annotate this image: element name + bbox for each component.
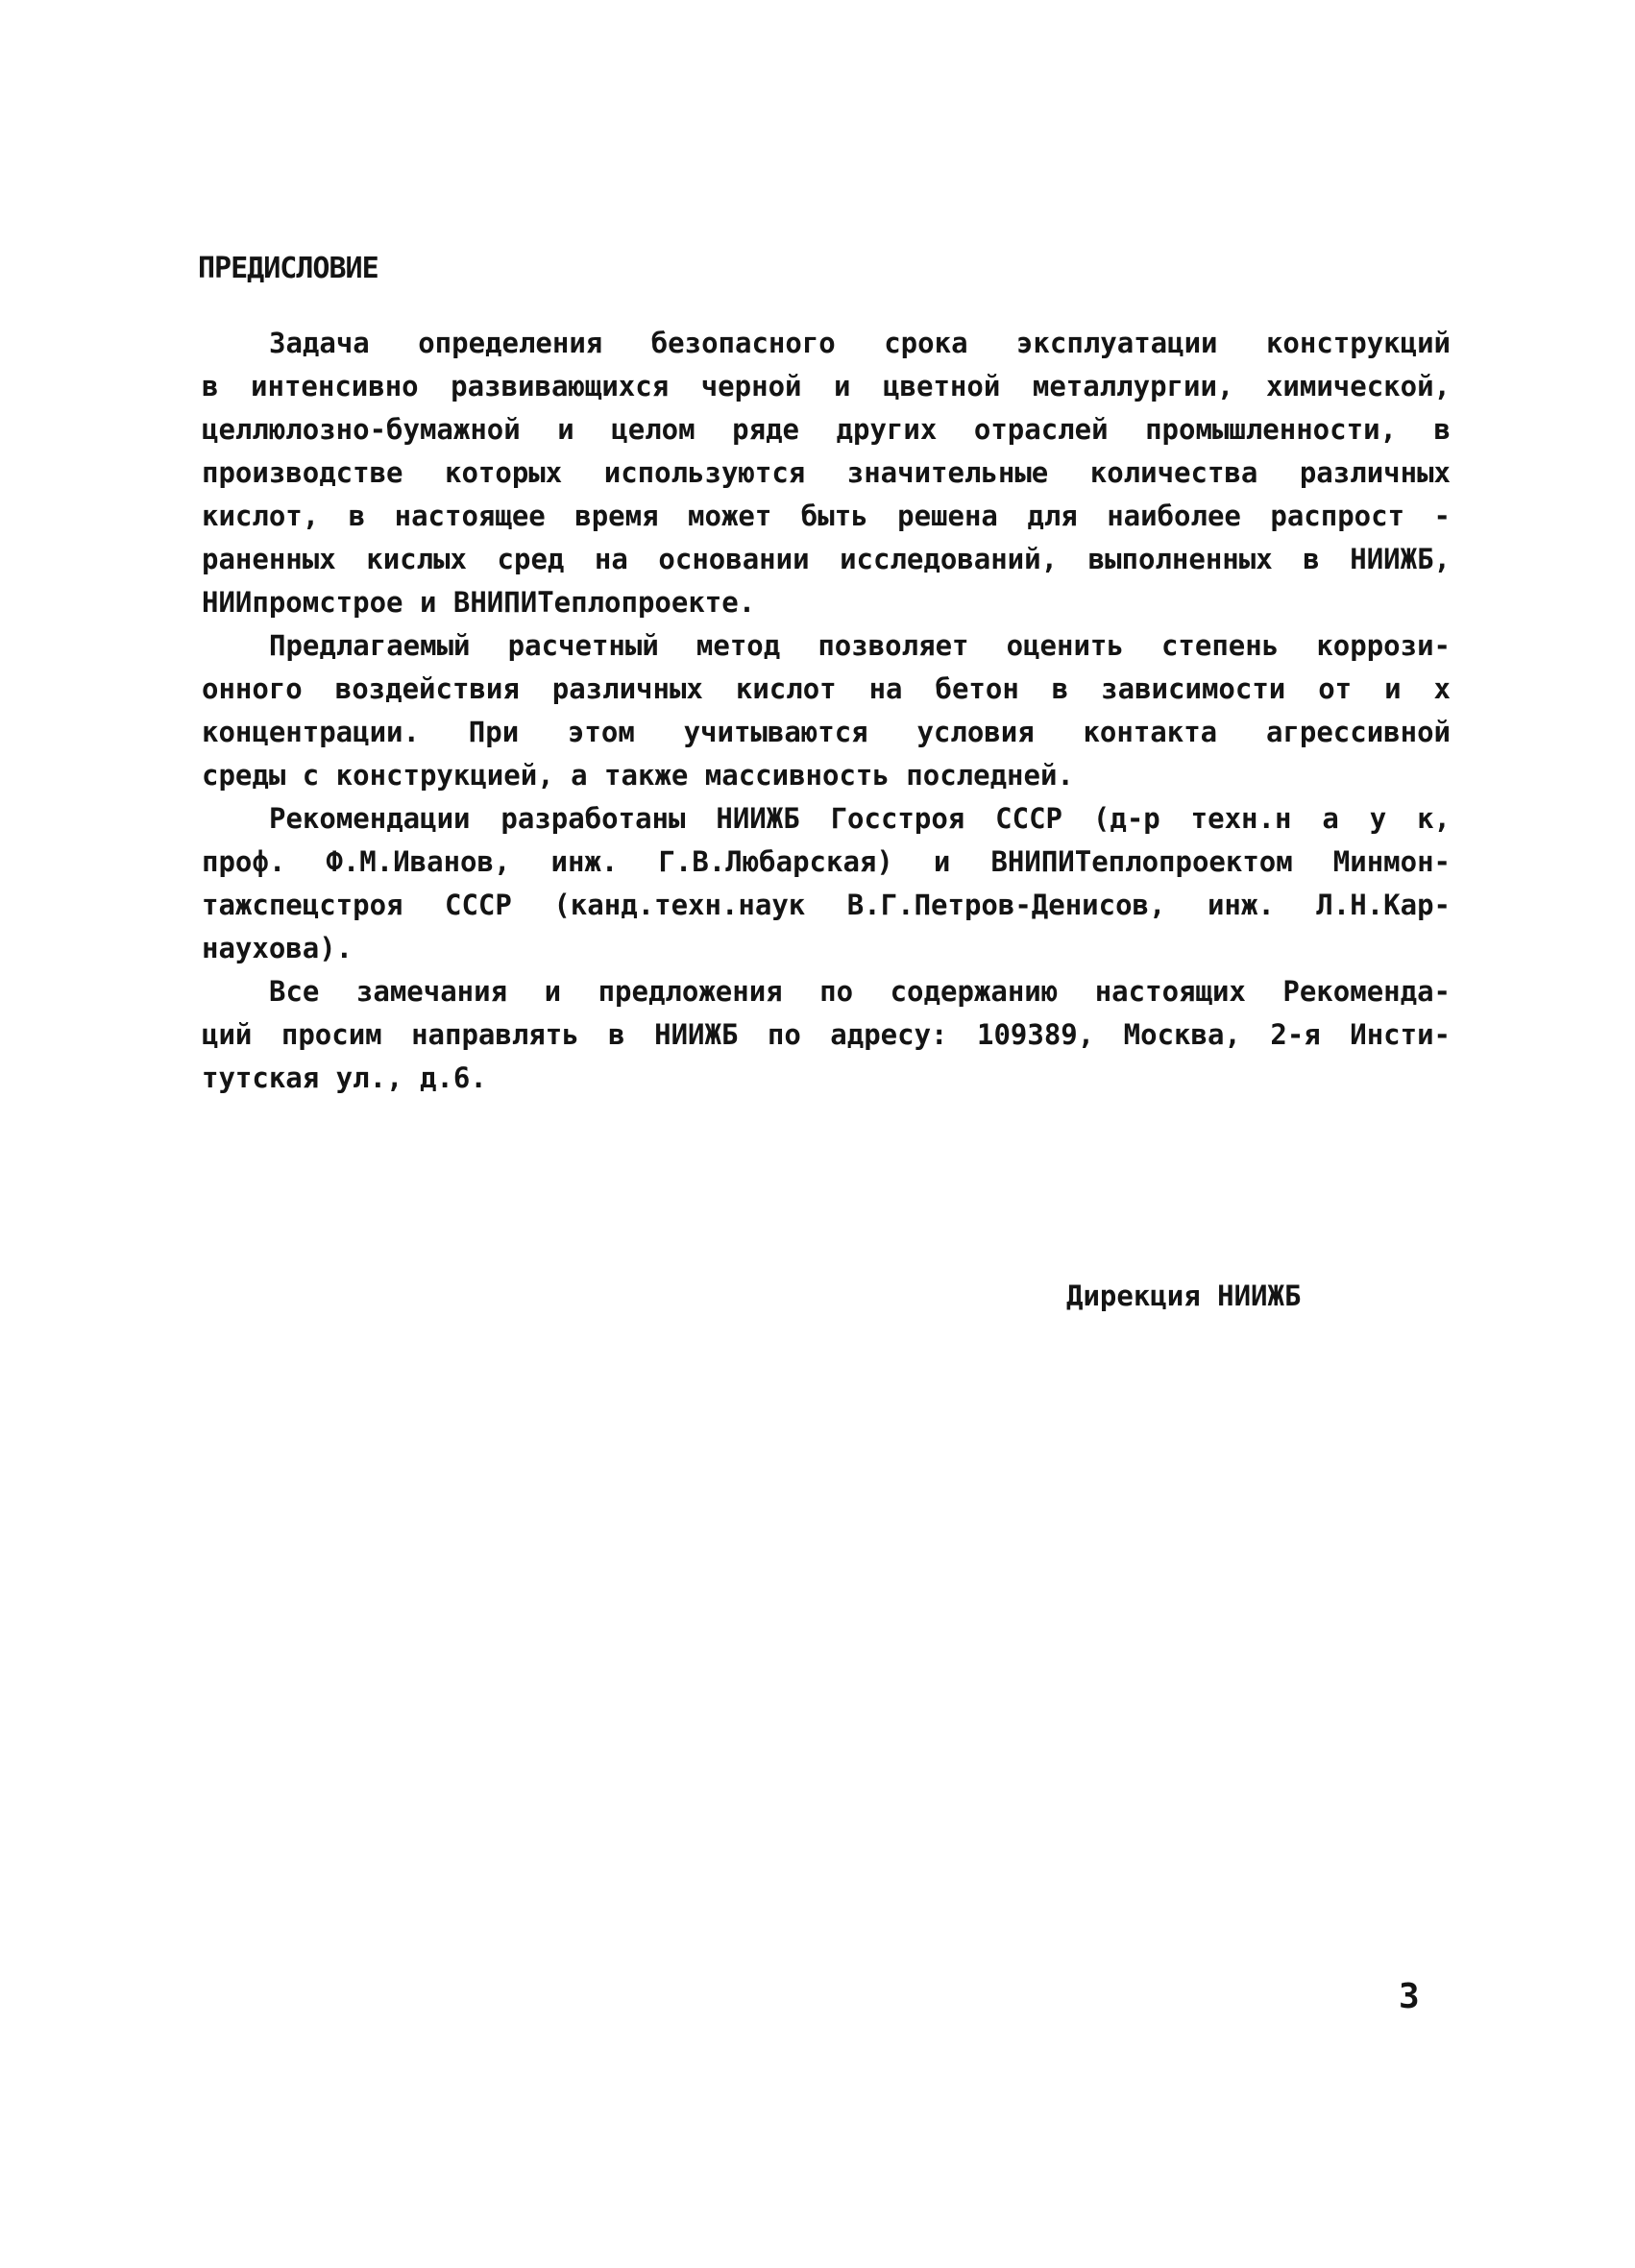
page-heading: ПРЕДИСЛОВИЕ xyxy=(198,252,378,285)
text-line: производстве которых используются значительные количества различных xyxy=(202,456,1451,489)
paragraph xyxy=(202,970,1451,1100)
page-number: 3 xyxy=(1399,1977,1420,2016)
text-line: Задача определения безопасного срока эксплуатации конструкций xyxy=(269,327,1451,359)
text-line: Все замечания и предложения по содержанию настоящих Рекоменда- xyxy=(269,975,1451,1008)
text-line: Рекомендации разработаны НИИЖБ Госстроя СССР (д-р техн.н а у к, xyxy=(269,802,1451,835)
text-line: раненных кислых сред на основании исследований, выполненных в НИИЖБ, xyxy=(202,543,1451,575)
text-line: НИИпромстрое и ВНИПИТеплопроекте. xyxy=(202,586,756,619)
text-line: ций просим направлять в НИИЖБ по адресу: 109389, Москва, 2-я Инсти- xyxy=(202,1018,1451,1051)
text-line: кислот, в настоящее время может быть решена для наиболее распрост - xyxy=(202,500,1451,532)
signature: Дирекция НИИЖБ xyxy=(1066,1280,1302,1312)
paragraph xyxy=(202,322,1451,624)
paragraph xyxy=(202,624,1451,797)
text-line: онного воздействия различных кислот на бетон в зависимости от и х xyxy=(202,672,1451,705)
text-line: тутская ул., д.6. xyxy=(202,1061,487,1094)
paragraph xyxy=(202,797,1451,970)
text-line: наухова). xyxy=(202,932,354,964)
text-line: среды с конструкцией, а также массивность последней. xyxy=(202,759,1074,792)
text-line: тажспецстроя СССР (канд.техн.наук В.Г.Петров-Денисов, инж. Л.Н.Кар- xyxy=(202,889,1451,921)
text-line: целлюлозно-бумажной и целом ряде других отраслей промышленности, в xyxy=(202,413,1451,446)
text-line: проф. Ф.М.Иванов, инж. Г.В.Любарская) и ВНИПИТеплопроектом Минмон- xyxy=(202,845,1451,878)
text-line: концентрации. При этом учитываются условия контакта агрессивной xyxy=(202,716,1451,748)
text-line: Предлагаемый расчетный метод позволяет оценить степень коррози- xyxy=(269,629,1451,662)
text-line: в интенсивно развивающихся черной и цветной металлургии, химической, xyxy=(202,370,1451,402)
body-text xyxy=(202,322,1451,1100)
